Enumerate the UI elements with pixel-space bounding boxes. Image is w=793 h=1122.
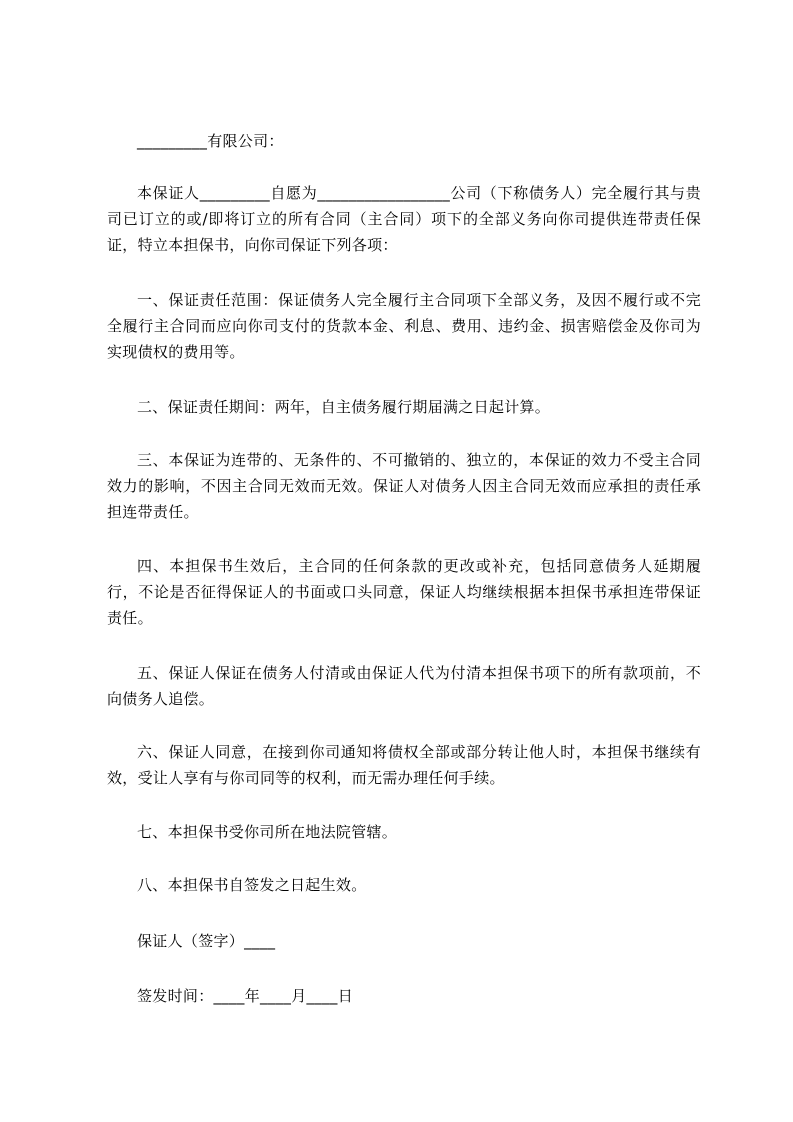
signature-line: 保证人（签字）____ bbox=[137, 932, 276, 950]
date-line: 签发时间：____年____月____日 bbox=[137, 987, 354, 1005]
clause-8: 八、本担保书自签发之日起生效。 bbox=[137, 876, 367, 894]
clause-5: 五、保证人保证在债务人付清或由保证人代为付清本担保书项下的所有款项前，不向债务人追偿。 bbox=[107, 664, 701, 708]
clause-1: 一、保证责任范围：保证债务人完全履行主合同项下全部义务，及因不履行或不完全履行主合同而应向你司支付的货款本金、利息、费用、违约金、损害赔偿金及你司为实现债权的费用等。 bbox=[107, 291, 701, 361]
clause-6: 六、保证人同意，在接到你司通知将债权全部或部分转让他人时，本担保书继续有效，受让人享有与你司同等的权利，而无需办理任何手续。 bbox=[107, 743, 701, 787]
clause-4: 四、本担保书生效后，主合同的任何条款的更改或补充，包括同意债务人延期履行，不论是否征得保证人的书面或口头同意，保证人均继续根据本担保书承担连带保证责任。 bbox=[107, 557, 701, 627]
addressee-line: _________有限公司： bbox=[137, 132, 284, 150]
clause-7: 七、本担保书受你司所在地法院管辖。 bbox=[137, 823, 398, 841]
clause-3: 三、本保证为连带的、无条件的、不可撤销的、独立的，本保证的效力不受主合同效力的影响，不因主合同无效而无效。保证人对债务人因主合同无效而应承担的责任承担连带责任。 bbox=[107, 451, 701, 521]
intro-paragraph: 本保证人_________自愿为_________________公司（下称债务人）完全履行其与贵司已订立的或/即将订立的所有合同（主合同）项下的全部义务向你司提供连带责任保证，特立本担保书，向你司保证下列各项： bbox=[107, 184, 701, 254]
clause-2: 二、保证责任期间：两年，自主债务履行期届满之日起计算。 bbox=[137, 398, 551, 416]
